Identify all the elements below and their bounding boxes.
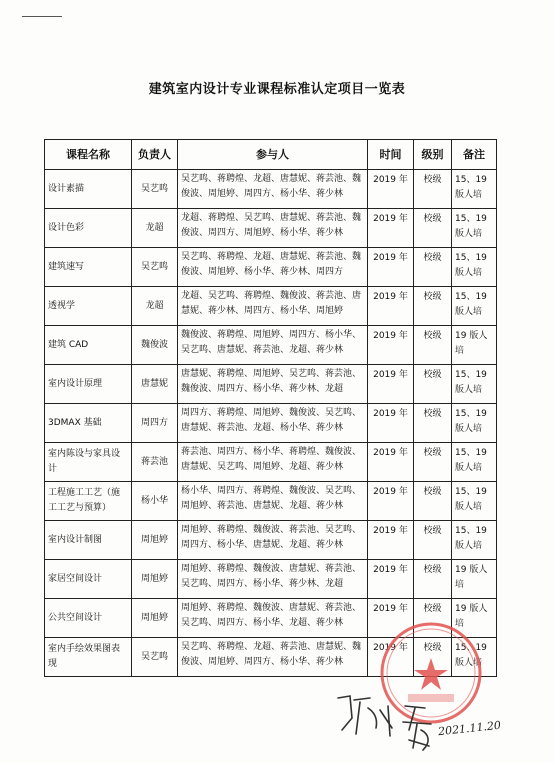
note-cell: 15、19 版人培 — [452, 170, 497, 209]
participants-cell: 龙超、吴艺鸣、蒋聘煌、魏俊波、蒋芸池、唐慧妮、蒋少林、周四方、杨小华、周旭婷 — [178, 287, 368, 326]
table-row — [45, 326, 497, 365]
level-cell: 校级 — [414, 599, 452, 638]
note-cell: 19 版人培 — [452, 560, 497, 599]
course-name-cell: 设计色彩 — [45, 209, 132, 248]
participants-cell: 吴艺鸣、蒋聘煌、龙超、唐慧妮、蒋芸池、魏俊波、周旭婷、周四方、杨小华、蒋少林 — [178, 170, 368, 209]
time-cell: 2019 年 — [368, 209, 414, 248]
participants-cell: 魏俊波、蒋聘煌、周旭婷、周四方、杨小华、吴艺鸣、唐慧妮、蒋芸池、龙超、蒋少林 — [178, 326, 368, 365]
level-cell: 校级 — [414, 326, 452, 365]
level-cell: 校级 — [414, 560, 452, 599]
signature-1 — [330, 688, 400, 743]
course-name-cell: 工程施工工艺（施工工艺与预算） — [45, 482, 132, 521]
note-cell: 15、19 版人培 — [452, 248, 497, 287]
time-cell: 2019 年 — [368, 521, 414, 560]
seal-inner-band — [408, 694, 454, 702]
course-name-cell: 建筑 CAD — [45, 326, 132, 365]
time-cell: 2019 年 — [368, 248, 414, 287]
participants-cell: 吴艺鸣、蒋聘煌、龙超、蒋芸池、唐慧妮、魏俊波、周旭婷、周四方、杨小华、蒋少林 — [178, 638, 368, 677]
table-row — [45, 482, 497, 521]
time-cell: 2019 年 — [368, 170, 414, 209]
note-cell: 15、19 版人培 — [452, 638, 497, 677]
header-level: 级别 — [414, 140, 452, 170]
participants-cell: 周四方、蒋聘煌、周旭婷、魏俊波、吴艺鸣、唐慧妮、蒋芸池、龙超、杨小华、蒋少林 — [178, 404, 368, 443]
participants-cell: 蒋芸池、周四方、杨小华、蒋聘煌、魏俊波、唐慧妮、吴艺鸣、周旭婷、龙超、蒋少林 — [178, 443, 368, 482]
course-name-cell: 设计素描 — [45, 170, 132, 209]
header-note: 备注 — [452, 140, 497, 170]
course-name-cell: 3DMAX 基础 — [45, 404, 132, 443]
table-row — [45, 638, 497, 677]
lead-cell: 周四方 — [132, 404, 178, 443]
course-table — [44, 139, 497, 677]
header-participants: 参与人 — [178, 140, 368, 170]
course-name-cell: 家居空间设计 — [45, 560, 132, 599]
note-cell: 15、19 版人培 — [452, 443, 497, 482]
lead-cell: 唐慧妮 — [132, 365, 178, 404]
table-row — [45, 248, 497, 287]
course-name-cell: 室内手绘效果图表现 — [45, 638, 132, 677]
time-cell: 2019 年 — [368, 404, 414, 443]
level-cell: 校级 — [414, 638, 452, 677]
header-rule — [22, 16, 62, 17]
participants-cell: 周旭婷、蒋聘煌、魏俊波、唐慧妮、蒋芸池、吴艺鸣、周四方、杨小华、蒋少林、龙超 — [178, 560, 368, 599]
lead-cell: 周旭婷 — [132, 560, 178, 599]
note-cell: 15、19 版人培 — [452, 287, 497, 326]
level-cell: 校级 — [414, 482, 452, 521]
participants-cell: 周旭婷、蒋聘煌、魏俊波、唐慧妮、蒋芸池、吴艺鸣、周四方、杨小华、龙超、蒋少林 — [178, 599, 368, 638]
time-cell: 2019 年 — [368, 287, 414, 326]
participants-cell: 杨小华、周四方、蒋聘煌、魏俊波、吴艺鸣、周旭婷、蒋芸池、唐慧妮、龙超、蒋少林 — [178, 482, 368, 521]
table-row — [45, 521, 497, 560]
lead-cell: 吴艺鸣 — [132, 638, 178, 677]
signature-2 — [395, 700, 440, 755]
level-cell: 校级 — [414, 443, 452, 482]
table-header-row — [45, 140, 497, 170]
time-cell: 2019 年 — [368, 560, 414, 599]
table-row — [45, 209, 497, 248]
note-cell: 15、19 版人培 — [452, 482, 497, 521]
participants-cell: 吴艺鸣、蒋聘煌、龙超、唐慧妮、蒋芸池、魏俊波、周旭婷、杨小华、蒋少林、周四方 — [178, 248, 368, 287]
lead-cell: 周旭婷 — [132, 521, 178, 560]
participants-cell: 龙超、蒋聘煌、吴艺鸣、唐慧妮、蒋芸池、魏俊波、周四方、周旭婷、杨小华、蒋少林 — [178, 209, 368, 248]
note-cell: 19 版人培 — [452, 326, 497, 365]
time-cell: 2019 年 — [368, 599, 414, 638]
table-row — [45, 365, 497, 404]
signature-date: 2021.11.20 — [437, 718, 502, 739]
level-cell: 校级 — [414, 365, 452, 404]
participants-cell: 唐慧妮、蒋聘煌、周旭婷、吴艺鸣、蒋芸池、魏俊波、周四方、杨小华、蒋少林、龙超 — [178, 365, 368, 404]
course-name-cell: 透视学 — [45, 287, 132, 326]
course-name-cell: 室内设计原理 — [45, 365, 132, 404]
course-name-cell: 建筑速写 — [45, 248, 132, 287]
level-cell: 校级 — [414, 521, 452, 560]
time-cell: 2019 年 — [368, 326, 414, 365]
participants-cell: 周旭婷、蒋聘煌、魏俊波、蒋芸池、吴艺鸣、周四方、杨小华、唐慧妮、龙超、蒋少林 — [178, 521, 368, 560]
document-title: 建筑室内设计专业课程标准认定项目一览表 — [148, 82, 406, 97]
lead-cell: 龙超 — [132, 209, 178, 248]
level-cell: 校级 — [414, 209, 452, 248]
lead-cell: 周旭婷 — [132, 599, 178, 638]
note-cell: 15、19 版人培 — [452, 404, 497, 443]
note-cell: 15、19 版人培 — [452, 521, 497, 560]
header-time: 时间 — [368, 140, 414, 170]
table-row — [45, 443, 497, 482]
table-row — [45, 170, 497, 209]
header-lead: 负责人 — [132, 140, 178, 170]
lead-cell: 龙超 — [132, 287, 178, 326]
note-cell: 15、19 版人培 — [452, 209, 497, 248]
time-cell: 2019 年 — [368, 443, 414, 482]
level-cell: 校级 — [414, 287, 452, 326]
table-row — [45, 404, 497, 443]
table-row — [45, 599, 497, 638]
lead-cell: 吴艺鸣 — [132, 170, 178, 209]
note-cell: 15、19 版人培 — [452, 365, 497, 404]
time-cell: 2019 年 — [368, 638, 414, 677]
header-course-name: 课程名称 — [45, 140, 132, 170]
course-name-cell: 公共空间设计 — [45, 599, 132, 638]
table-row — [45, 287, 497, 326]
lead-cell: 蒋芸池 — [132, 443, 178, 482]
course-name-cell: 室内陈设与家具设计 — [45, 443, 132, 482]
level-cell: 校级 — [414, 248, 452, 287]
lead-cell: 魏俊波 — [132, 326, 178, 365]
level-cell: 校级 — [414, 404, 452, 443]
course-name-cell: 室内设计制图 — [45, 521, 132, 560]
lead-cell: 杨小华 — [132, 482, 178, 521]
table-row — [45, 560, 497, 599]
lead-cell: 吴艺鸣 — [132, 248, 178, 287]
time-cell: 2019 年 — [368, 365, 414, 404]
time-cell: 2019 年 — [368, 482, 414, 521]
level-cell: 校级 — [414, 170, 452, 209]
note-cell: 19 版人培 — [452, 599, 497, 638]
